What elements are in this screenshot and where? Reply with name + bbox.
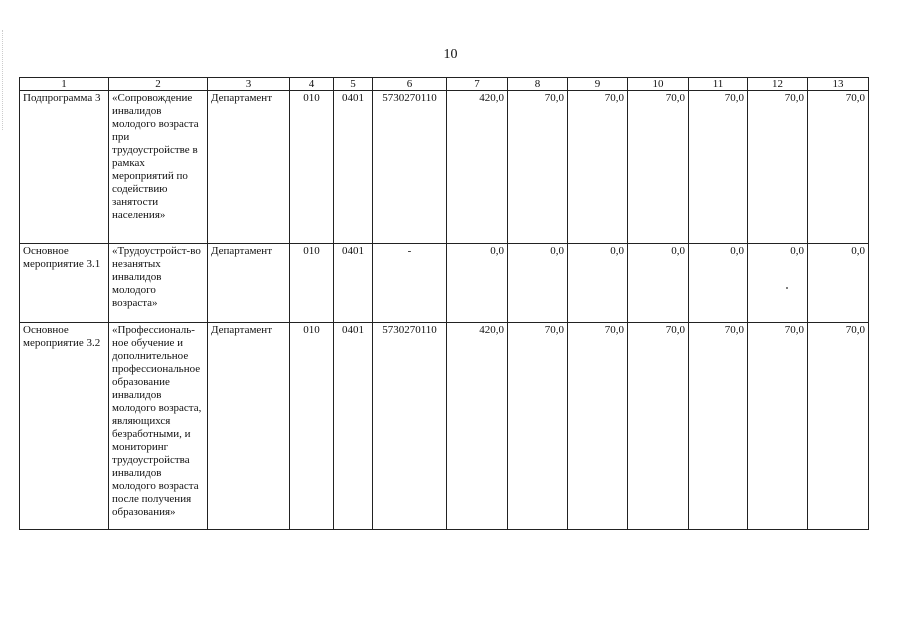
- column-header: 8: [508, 78, 568, 91]
- code-cell: 010: [290, 244, 334, 323]
- value-cell: 0,0: [508, 244, 568, 323]
- value-cell: 70,0: [689, 91, 748, 244]
- column-header: 5: [334, 78, 373, 91]
- column-header: 1: [20, 78, 109, 91]
- program-description-cell: «Трудоустройст-во незанятых инвалидов молодого возраста»: [109, 244, 208, 323]
- value-cell: 0,0: [808, 244, 869, 323]
- column-header: 6: [373, 78, 447, 91]
- table-row: [20, 91, 869, 244]
- program-description-cell: «Профессиональ-ное обучение и дополнительное профессиональное образование инвалидов молодого возраста, являющихся безработными, и мониторинг трудоустройства инвалидов молодого возраста после получения образования»: [109, 323, 208, 530]
- column-header: 9: [568, 78, 628, 91]
- column-header: 13: [808, 78, 869, 91]
- code-cell: 5730270110: [373, 323, 447, 530]
- code-cell: -: [373, 244, 447, 323]
- executor-cell: Департамент: [208, 91, 290, 244]
- program-name-cell: Основное мероприятие 3.1: [20, 244, 109, 323]
- executor-cell: Департамент: [208, 244, 290, 323]
- budget-table: [19, 77, 869, 530]
- column-header: 12: [748, 78, 808, 91]
- code-cell: 010: [290, 323, 334, 530]
- scan-speck: [786, 287, 788, 289]
- value-cell: 70,0: [508, 323, 568, 530]
- value-cell: 0,0: [689, 244, 748, 323]
- code-cell: 5730270110: [373, 91, 447, 244]
- table-row: [20, 323, 869, 530]
- column-header: 3: [208, 78, 290, 91]
- value-cell: 0,0: [628, 244, 689, 323]
- value-cell: 420,0: [447, 323, 508, 530]
- table-header-row: [20, 78, 869, 91]
- page-number: 10: [443, 47, 458, 62]
- column-header: 4: [290, 78, 334, 91]
- value-cell: 0,0: [447, 244, 508, 323]
- value-cell: 70,0: [689, 323, 748, 530]
- program-name-cell: Основное мероприятие 3.2: [20, 323, 109, 530]
- column-header: 11: [689, 78, 748, 91]
- value-cell: 70,0: [568, 323, 628, 530]
- code-cell: 0401: [334, 323, 373, 530]
- executor-cell: Департамент: [208, 323, 290, 530]
- column-header: 10: [628, 78, 689, 91]
- scan-edge-mark: [2, 30, 7, 130]
- column-header: 2: [109, 78, 208, 91]
- program-description-cell: «Сопровождение инвалидов молодого возраста при трудоустройстве в рамках мероприятий по содействию занятости населения»: [109, 91, 208, 244]
- program-name-cell: Подпрограмма 3: [20, 91, 109, 244]
- value-cell: 70,0: [808, 323, 869, 530]
- value-cell: 0,0: [568, 244, 628, 323]
- value-cell: 70,0: [748, 91, 808, 244]
- value-cell: 70,0: [628, 323, 689, 530]
- table-row: [20, 244, 869, 323]
- column-header: 7: [447, 78, 508, 91]
- code-cell: 010: [290, 91, 334, 244]
- code-cell: 0401: [334, 91, 373, 244]
- value-cell: 70,0: [808, 91, 869, 244]
- value-cell: 70,0: [568, 91, 628, 244]
- value-cell: 70,0: [748, 323, 808, 530]
- value-cell: 420,0: [447, 91, 508, 244]
- code-cell: 0401: [334, 244, 373, 323]
- value-cell: 0,0: [748, 244, 808, 323]
- value-cell: 70,0: [628, 91, 689, 244]
- value-cell: 70,0: [508, 91, 568, 244]
